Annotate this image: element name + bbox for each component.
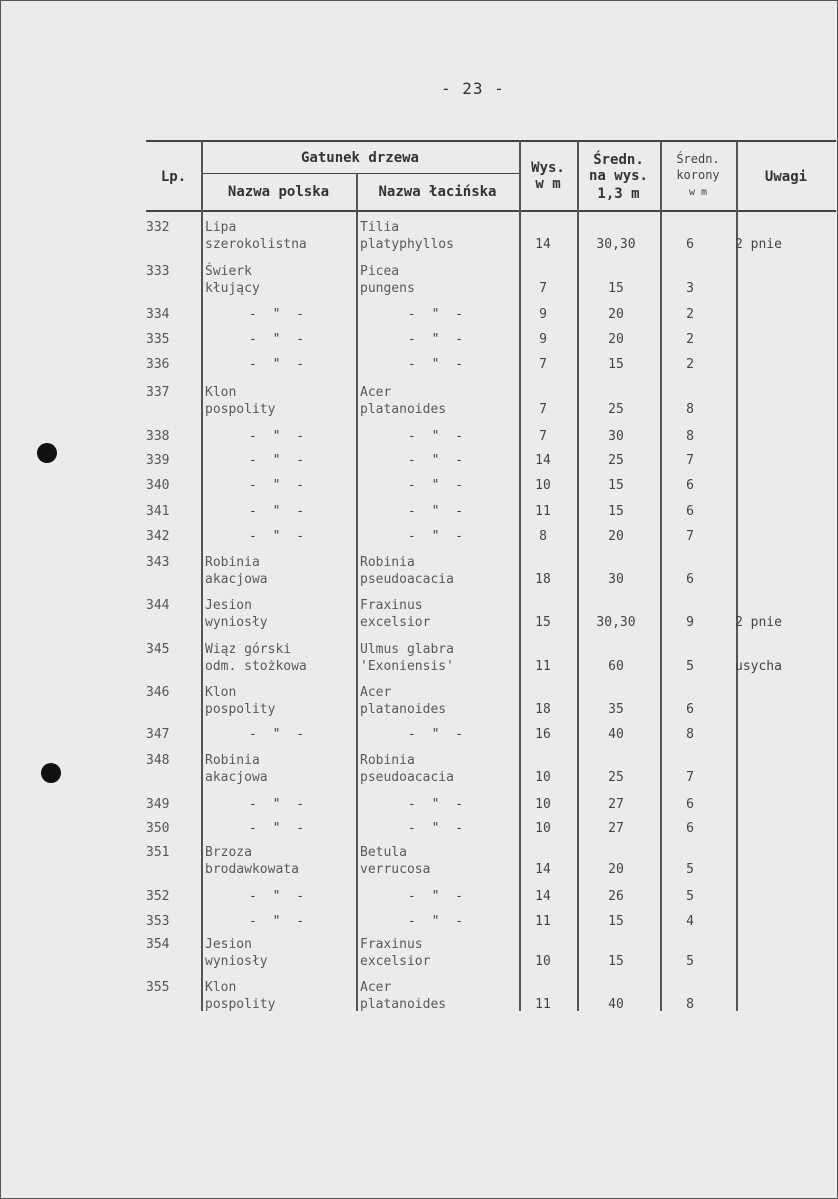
row-height: 11	[535, 504, 551, 519]
row-height: 11	[535, 997, 551, 1012]
row-lp: 338	[146, 429, 170, 444]
row-latin-name: Tilia	[360, 220, 400, 235]
row-lp: 341	[146, 504, 170, 519]
row-latin-name-line2: 'Exoniensis'	[360, 659, 454, 674]
row-remarks: usycha	[735, 659, 782, 674]
row-lp: 344	[146, 598, 170, 613]
row-lp: 353	[146, 914, 170, 929]
row-crown: 8	[686, 997, 694, 1012]
row-latin-name-line2: pseudoacacia	[360, 770, 454, 785]
row-crown: 6	[686, 572, 694, 587]
row-diameter: 20	[608, 529, 624, 544]
row-crown: 5	[686, 954, 694, 969]
row-latin-name: - " -	[407, 332, 468, 347]
row-height: 16	[535, 727, 551, 742]
header-sub-rule	[201, 173, 519, 174]
row-crown: 2	[686, 332, 694, 347]
row-height: 11	[535, 659, 551, 674]
row-latin-name: Acer	[360, 980, 392, 995]
row-latin-name-line2: platanoides	[360, 702, 447, 717]
row-height: 7	[539, 281, 547, 296]
row-crown: 4	[686, 914, 694, 929]
row-polish-name-line2: pospolity	[205, 997, 276, 1012]
row-height: 7	[539, 429, 547, 444]
row-lp: 340	[146, 478, 170, 493]
row-latin-name: - " -	[407, 307, 468, 322]
row-polish-name-line2: akacjowa	[205, 770, 268, 785]
row-polish-name: Klon	[205, 980, 237, 995]
row-lp: 336	[146, 357, 170, 372]
row-diameter: 35	[608, 702, 624, 717]
row-diameter: 20	[608, 332, 624, 347]
row-polish-name: Lipa	[205, 220, 237, 235]
column-rule	[736, 141, 738, 1011]
header-nazwa-lacinska: Nazwa łacińska	[378, 184, 497, 200]
row-latin-name: Acer	[360, 685, 392, 700]
header-sredn-line3: 1,3 m	[597, 186, 640, 202]
row-latin-name: - " -	[407, 727, 468, 742]
row-height: 10	[535, 821, 551, 836]
row-crown: 5	[686, 889, 694, 904]
row-polish-name: Klon	[205, 685, 237, 700]
row-diameter: 15	[608, 281, 624, 296]
row-crown: 7	[686, 529, 694, 544]
row-latin-name: - " -	[407, 504, 468, 519]
row-diameter: 20	[608, 862, 624, 877]
row-crown: 6	[686, 821, 694, 836]
row-polish-name-line2: akacjowa	[205, 572, 268, 587]
row-crown: 6	[686, 504, 694, 519]
row-polish-name: Brzoza	[205, 845, 252, 860]
row-lp: 345	[146, 642, 170, 657]
row-remarks: 2 pnie	[735, 237, 782, 252]
row-diameter: 15	[608, 478, 624, 493]
row-lp: 342	[146, 529, 170, 544]
row-height: 11	[535, 914, 551, 929]
row-polish-name-line2: pospolity	[205, 402, 276, 417]
header-korony: Średn.	[676, 152, 720, 166]
row-diameter: 40	[608, 727, 624, 742]
row-diameter: 30,30	[596, 615, 636, 630]
row-diameter: 40	[608, 997, 624, 1012]
row-latin-name: Fraxinus	[360, 598, 423, 613]
row-polish-name-line2: kłujący	[205, 281, 260, 296]
row-crown: 6	[686, 237, 694, 252]
row-latin-name: - " -	[407, 357, 468, 372]
row-latin-name-line2: excelsior	[360, 954, 431, 969]
row-latin-name: - " -	[407, 914, 468, 929]
row-diameter: 15	[608, 914, 624, 929]
row-polish-name: - " -	[248, 429, 309, 444]
row-lp: 337	[146, 385, 170, 400]
row-polish-name: - " -	[248, 727, 309, 742]
row-lp: 335	[146, 332, 170, 347]
row-lp: 349	[146, 797, 170, 812]
row-latin-name-line2: platanoides	[360, 997, 447, 1012]
row-diameter: 25	[608, 453, 624, 468]
row-crown: 5	[686, 659, 694, 674]
row-lp: 348	[146, 753, 170, 768]
row-height: 18	[535, 702, 551, 717]
row-latin-name-line2: pungens	[360, 281, 415, 296]
row-lp: 333	[146, 264, 170, 279]
header-sredn: Średn.	[593, 152, 644, 168]
row-latin-name: Robinia	[360, 555, 415, 570]
row-height: 8	[539, 529, 547, 544]
row-latin-name-line2: platyphyllos	[360, 237, 454, 252]
row-crown: 5	[686, 862, 694, 877]
row-lp: 334	[146, 307, 170, 322]
row-polish-name: Świerk	[205, 264, 252, 279]
row-crown: 9	[686, 615, 694, 630]
row-height: 14	[535, 453, 551, 468]
row-lp: 339	[146, 453, 170, 468]
row-latin-name: - " -	[407, 529, 468, 544]
row-height: 9	[539, 307, 547, 322]
row-remarks: 2 pnie	[735, 615, 782, 630]
row-diameter: 27	[608, 821, 624, 836]
row-lp: 346	[146, 685, 170, 700]
row-latin-name: - " -	[407, 889, 468, 904]
row-polish-name: Jesion	[205, 937, 252, 952]
row-lp: 354	[146, 937, 170, 952]
row-latin-name: Picea	[360, 264, 400, 279]
header-wys: Wys.	[531, 160, 565, 176]
header-wys-unit: w m	[535, 176, 561, 192]
row-polish-name: - " -	[248, 529, 309, 544]
row-latin-name-line2: pseudoacacia	[360, 572, 454, 587]
row-diameter: 27	[608, 797, 624, 812]
column-rule	[201, 141, 203, 1011]
row-diameter: 25	[608, 402, 624, 417]
row-latin-name: - " -	[407, 478, 468, 493]
row-diameter: 26	[608, 889, 624, 904]
row-height: 15	[535, 615, 551, 630]
row-height: 10	[535, 797, 551, 812]
row-diameter: 30	[608, 429, 624, 444]
row-crown: 8	[686, 727, 694, 742]
row-polish-name-line2: wyniosły	[205, 954, 268, 969]
row-lp: 350	[146, 821, 170, 836]
row-latin-name: - " -	[407, 453, 468, 468]
row-polish-name: - " -	[248, 478, 309, 493]
header-korony-unit: w m	[688, 187, 708, 198]
row-latin-name-line2: platanoides	[360, 402, 447, 417]
row-lp: 343	[146, 555, 170, 570]
row-diameter: 20	[608, 307, 624, 322]
row-height: 14	[535, 237, 551, 252]
row-polish-name: - " -	[248, 332, 309, 347]
row-crown: 8	[686, 402, 694, 417]
row-crown: 6	[686, 478, 694, 493]
header-nazwa-polska: Nazwa polska	[227, 184, 330, 200]
row-lp: 347	[146, 727, 170, 742]
header-sredn-line2: na wys.	[588, 168, 648, 184]
row-polish-name-line2: szerokolistna	[205, 237, 307, 252]
row-polish-name: - " -	[248, 914, 309, 929]
row-polish-name: - " -	[248, 307, 309, 322]
row-latin-name: - " -	[407, 429, 468, 444]
row-polish-name-line2: wyniosły	[205, 615, 268, 630]
punch-hole	[41, 763, 61, 783]
row-crown: 7	[686, 453, 694, 468]
row-polish-name: - " -	[248, 504, 309, 519]
row-polish-name-line2: odm. stożkowa	[205, 659, 307, 674]
row-polish-name: - " -	[248, 453, 309, 468]
row-crown: 6	[686, 702, 694, 717]
row-diameter: 30	[608, 572, 624, 587]
row-diameter: 15	[608, 504, 624, 519]
row-polish-name: Jesion	[205, 598, 252, 613]
row-latin-name: - " -	[407, 821, 468, 836]
row-height: 14	[535, 862, 551, 877]
row-polish-name: Wiąz górski	[205, 642, 292, 657]
header-bottom-rule	[146, 210, 836, 212]
row-height: 14	[535, 889, 551, 904]
row-crown: 8	[686, 429, 694, 444]
header-korony-line2: korony	[676, 168, 720, 182]
page-number: - 23 -	[441, 79, 505, 98]
row-height: 10	[535, 478, 551, 493]
row-diameter: 15	[608, 357, 624, 372]
row-lp: 332	[146, 220, 170, 235]
row-latin-name: Ulmus glabra	[360, 642, 454, 657]
row-polish-name-line2: brodawkowata	[205, 862, 299, 877]
row-height: 7	[539, 402, 547, 417]
row-polish-name: Klon	[205, 385, 237, 400]
row-latin-name: Robinia	[360, 753, 415, 768]
header-gatunek: Gatunek drzewa	[300, 150, 419, 166]
row-crown: 6	[686, 797, 694, 812]
row-diameter: 15	[608, 954, 624, 969]
row-polish-name: - " -	[248, 821, 309, 836]
row-polish-name: Robinia	[205, 753, 260, 768]
row-height: 9	[539, 332, 547, 347]
row-latin-name: Acer	[360, 385, 392, 400]
row-latin-name-line2: excelsior	[360, 615, 431, 630]
row-polish-name: Robinia	[205, 555, 260, 570]
row-latin-name-line2: verrucosa	[360, 862, 431, 877]
column-rule	[356, 173, 358, 1011]
row-diameter: 25	[608, 770, 624, 785]
row-latin-name: - " -	[407, 797, 468, 812]
row-polish-name: - " -	[248, 357, 309, 372]
table-top-rule	[146, 140, 836, 142]
punch-hole	[37, 443, 57, 463]
row-lp: 352	[146, 889, 170, 904]
row-latin-name: Fraxinus	[360, 937, 423, 952]
row-diameter: 60	[608, 659, 624, 674]
row-diameter: 30,30	[596, 237, 636, 252]
header-uwagi: Uwagi	[764, 169, 808, 185]
row-polish-name: - " -	[248, 889, 309, 904]
row-lp: 355	[146, 980, 170, 995]
row-crown: 2	[686, 357, 694, 372]
row-latin-name: Betula	[360, 845, 407, 860]
row-height: 7	[539, 357, 547, 372]
row-height: 18	[535, 572, 551, 587]
row-polish-name-line2: pospolity	[205, 702, 276, 717]
row-crown: 3	[686, 281, 694, 296]
row-crown: 7	[686, 770, 694, 785]
header-lp: Lp.	[160, 169, 187, 185]
row-crown: 2	[686, 307, 694, 322]
row-height: 10	[535, 954, 551, 969]
row-height: 10	[535, 770, 551, 785]
row-lp: 351	[146, 845, 170, 860]
row-polish-name: - " -	[248, 797, 309, 812]
